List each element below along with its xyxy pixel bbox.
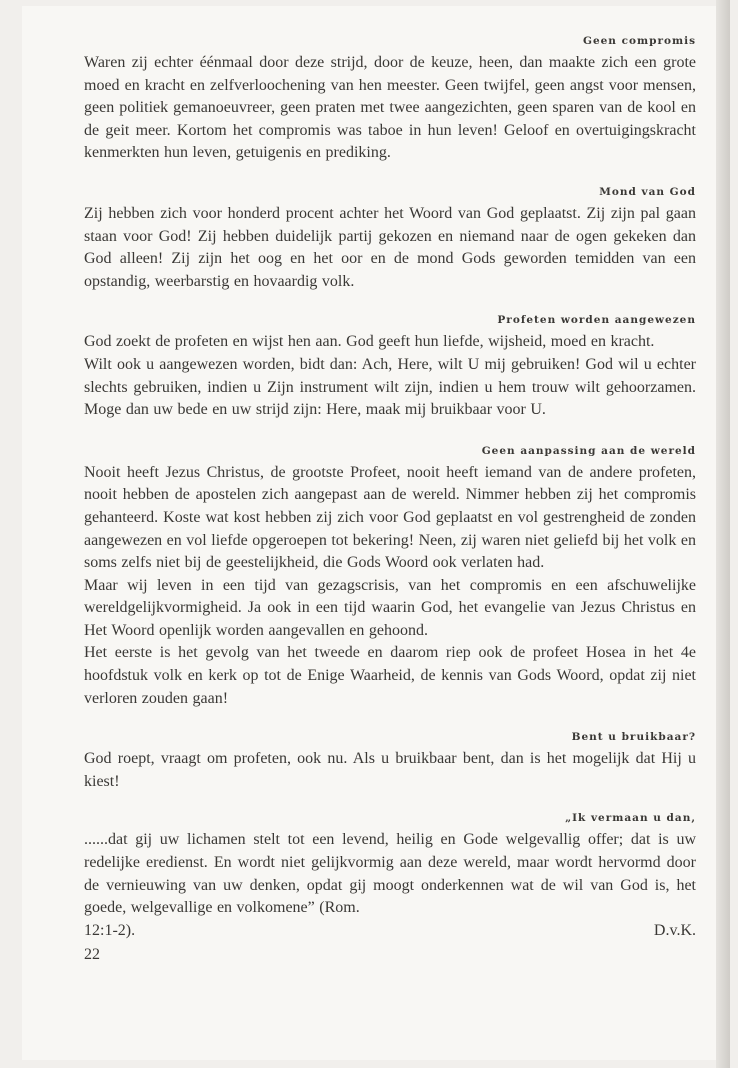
document-body: [84, 34, 696, 966]
quote-text: ......dat gij uw lichamen stelt tot een levend, heilig en Gode welgevallig offer; dat is uw redelijke eredienst. En wordt niet gelijkvormig aan deze wereld, maar wordt hervormd door de vernieuwing van uw denken, opdat gij moogt onderkennen wat de wil van God is, het goede, welgevallige en volkomene” (Rom.: [84, 831, 696, 917]
paragraph: Zij hebben zich voor honderd procent achter het Woord van God geplaatst. Zij zijn pal gaan staan voor God! Zij hebben duidelijk partij gekozen en niemand naar de ogen gekeken dan God alleen! Zij zijn het oog en het oor en de mond Gods geworden temidden van een opstandig, weerbarstig en hovaardig volk.: [84, 204, 696, 290]
section-heading: Geen compromis: [582, 35, 696, 47]
quote-reference: 12:1-2).: [84, 921, 136, 939]
section-geen-aanpassing: [84, 444, 696, 711]
paragraph: Wilt ook u aangewezen worden, bidt dan: Ach, Here, wilt U mij gebruiken! God wil u echter slechts gebruiken, indien u Zijn instrument wilt zijn, indien u hem trouw wilt gehoorzamen. Moge dan uw bede en uw strijd zijn: Here, maak mij bruikbaar voor U.: [84, 355, 696, 419]
quote-heading: „Ik vermaan u dan,: [565, 812, 696, 825]
paragraph: Waren zij echter éénmaal door deze strijd, door de keuze, heen, dan maakte zich een grote moed en kracht en zelfverloochening van hen meester. Geen twijfel, geen angst voor mensen, geen politiek gemanoeuvreer, geen praten met twee aangezichten, geen sparen van de kool en de geit meer. Kortom het compromis was taboe in hun leven! Geloof en overtuigingskracht kenmerkten hun leven, getuigenis en prediking.: [84, 54, 696, 162]
paragraph: Maar wij leven in een tijd van gezagscrisis, van het compromis en een afschuwelijke wereldgelijkvormigheid. Ja ook in een tijd waarin God, het evangelie van Jezus Christus en Het Woord openlijk worden aangevallen en gehoond.: [84, 576, 696, 639]
quote-block: [84, 811, 696, 942]
paragraph: Nooit heeft Jezus Christus, de grootste Profeet, nooit heeft iemand van de andere profeten, nooit hebben de apostelen zich aangepast aan de wereld. Nimmer hebben zij het compromis gehanteerd. Koste wat kost hebben zij zich voor God geplaatst en vol gestrengheid de zonden aangewezen en vol liefde opgeroepen tot bekering! Neen, zij waren niet geliefd bij het volk en soms zelfs niet bij de geestelijkheid, die Gods Woord ook verlaten had.: [84, 463, 696, 572]
section-heading: Geen aanpassing aan de wereld: [481, 444, 696, 457]
section-heading: Bent u bruikbaar?: [571, 731, 696, 744]
section-profeten-worden-aangewezen: [84, 313, 696, 421]
section-geen-compromis: [84, 34, 696, 165]
quote-signature: D.v.K.: [653, 921, 696, 939]
section-heading: Mond van God: [599, 185, 696, 198]
paragraph: God zoekt de profeten en wijst hen aan. God geeft hun liefde, wijsheid, moed en kracht.: [84, 333, 655, 351]
page-number: 22: [84, 946, 100, 964]
section-heading: Profeten worden aangewezen: [497, 314, 696, 327]
section-bent-u-bruikbaar: [84, 730, 696, 793]
section-mond-van-god: [84, 185, 696, 293]
page-edge: [716, 0, 730, 1068]
paragraph: God roept, vraagt om profeten, ook nu. Als u bruikbaar bent, dan is het mogelijk dat Hij u kiest!: [84, 750, 696, 790]
quote-signoff: [84, 920, 696, 943]
paragraph: Het eerste is het gevolg van het tweede en daarom riep ook de profeet Hosea in het 4e hoofdstuk volk en kerk op tot de Enige Waarheid, de kennis van Gods Woord, opdat zij niet verloren zouden gaan!: [84, 644, 696, 707]
